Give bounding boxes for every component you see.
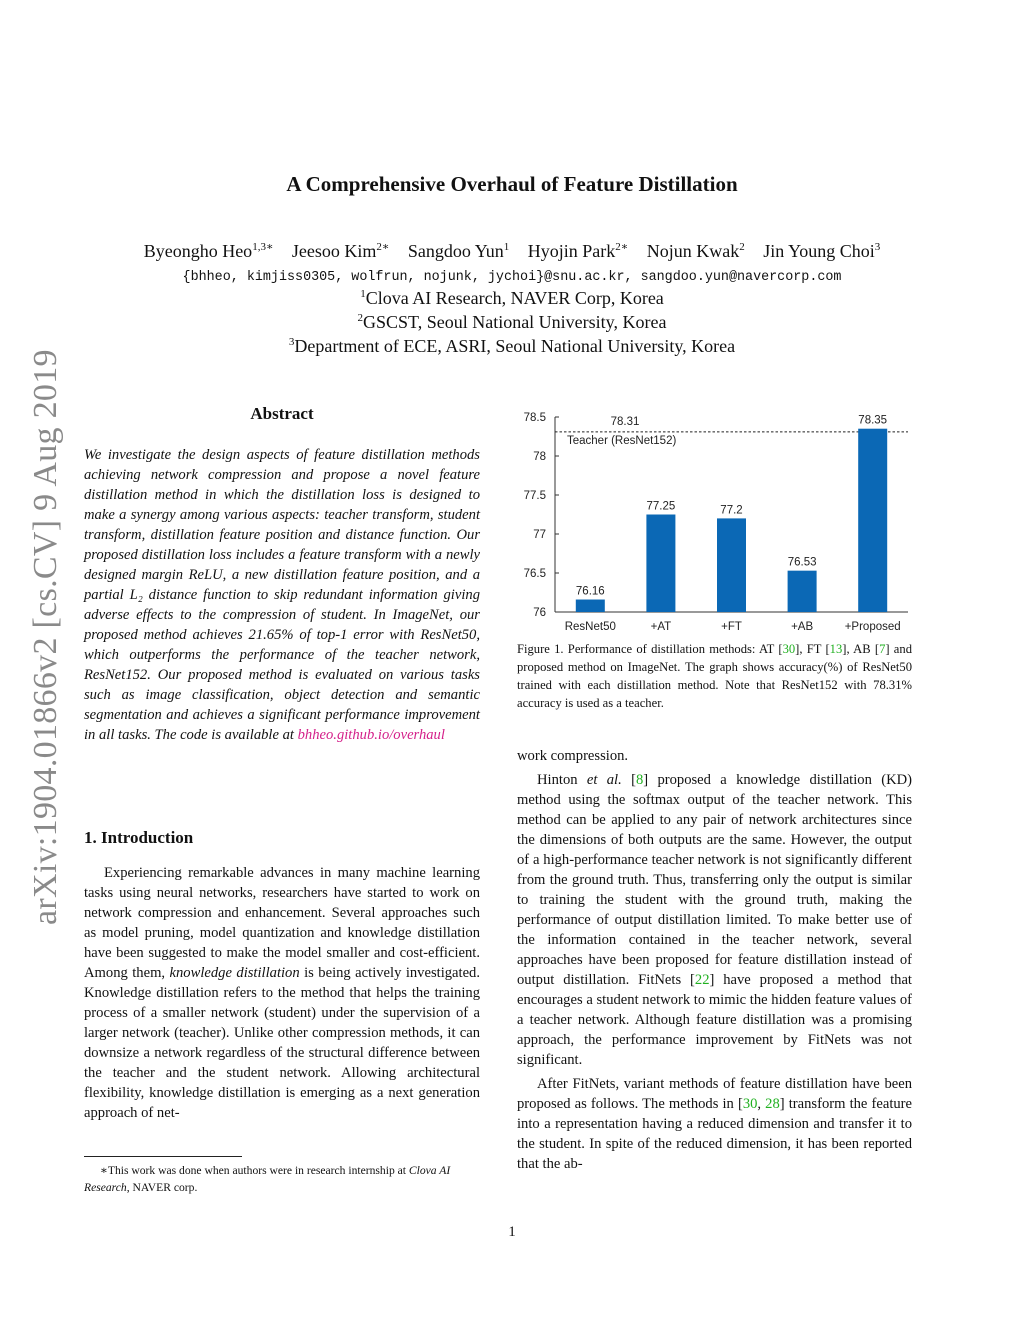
bar-value-label: 78.35 <box>858 414 888 427</box>
y-tick-label: 78 <box>533 451 546 463</box>
affiliation: $^3$Department of ECE, ASRI, Seoul National University, Korea <box>288 336 736 356</box>
x-tick-label: +AT <box>650 621 672 633</box>
paper-title: A Comprehensive Overhaul of Feature Distillation <box>286 172 738 196</box>
footnote-divider <box>84 1156 242 1157</box>
paragraph: Hinton et al. [8] proposed a knowledge distillation (KD) method using the softmax output of the teacher network. This method can be applied to any pair of network architectures since the dimensions of both outputs are the same. However, the output of a high-performance teacher network is not significantly different from the ground truth. Thus, transferring only the output is similar to training the student with the ground truth, making the performance of output distillation limited. To make better use of the information contained in the teacher network, several approaches have been proposed for feature distillation instead of output distillation. FitNets [22] have proposed a method that encourages a student network to mimic the hidden feature values of a teacher network. Although feature distillation was a promising approach, the performance improvement by FitNets was not significant. <box>517 772 913 1068</box>
chart-bars <box>576 429 887 612</box>
citation-link[interactable]: 30 <box>782 642 796 656</box>
author: Sangdoo Yun$^1$ <box>407 241 510 261</box>
bar <box>717 518 746 612</box>
affiliation: $^1$Clova AI Research, NAVER Corp, Korea <box>360 288 664 308</box>
author: Hyojin Park$^{2∗}$ <box>527 241 629 261</box>
code-link[interactable]: bhheo.github.io/overhaul <box>297 727 445 743</box>
reference-value-label: 78.31 <box>610 415 640 428</box>
y-tick-label: 78.5 <box>523 412 546 424</box>
citation-link[interactable]: 7 <box>879 642 886 656</box>
abstract-heading: Abstract <box>250 404 314 423</box>
y-tick-label: 77 <box>533 529 546 541</box>
section-heading-introduction: 1. Introduction <box>84 828 194 847</box>
x-tick-label: ResNet50 <box>564 621 616 633</box>
author: Nojun Kwak$^2$ <box>646 241 745 261</box>
paragraph: After FitNets, variant methods of feature distillation have been proposed as follows. The methods in [30, 28] transform the feature into a representation having a reduced dimension and transfer it to the student. In spite of the reduced dimension, it has been reported that the ab- <box>517 1076 913 1172</box>
x-tick-label: +Proposed <box>844 621 901 633</box>
y-tick-label: 76 <box>533 607 546 619</box>
author: Jeesoo Kim$^{2∗}$ <box>291 241 390 261</box>
citation-link[interactable]: 30 <box>742 1096 758 1112</box>
author: Byeongho Heo$^{1,3∗}$ <box>143 241 274 261</box>
bar-value-label: 76.16 <box>575 585 605 598</box>
figure-1-bar-chart <box>512 405 912 635</box>
affiliation: $^2$GSCST, Seoul National University, Korea <box>357 312 667 332</box>
page-number: 1 <box>508 1224 516 1240</box>
bar-value-label: 77.25 <box>646 500 676 513</box>
bar-value-label: 76.53 <box>787 556 817 569</box>
bar <box>646 515 675 613</box>
paragraph: work compression. <box>517 748 629 764</box>
bar <box>858 429 887 612</box>
reference-label: Teacher (ResNet152) <box>567 434 677 447</box>
figure-caption: Figure 1. Performance of distillation methods: AT [30], FT [13], AB [7] and proposed method on ImageNet. The graph shows accuracy(%) of ResNet50 trained with each distillation method. Note that ResNet152 with 78.31% accuracy is used as a teacher. <box>517 642 912 710</box>
y-tick-label: 76.5 <box>523 568 546 580</box>
intro-body <box>84 863 480 1123</box>
bar-value-label: 77.2 <box>720 504 743 517</box>
citation-link[interactable]: 13 <box>829 642 843 656</box>
abstract-body: We investigate the design aspects of feature distillation methods achieving network compression and propose a novel feature distillation method in which the distillation loss is designed to make a synergy among various aspects: teacher transform, student transform, distillation feature position and distance function. Our proposed distillation loss includes a feature transform with a newly designed margin ReLU, a new distillation feature position, and a partial L₂ distance function to skip redundant information giving adverse effects to the compression of student. In ImageNet, our proposed method achieves 21.65% of top-1 error with ResNet50, which outperforms the performance of the teacher network, ResNet152. Our proposed method is evaluated on various tasks such as image classification, object detection and semantic segmentation and achieves a significant performance improvement in all tasks. The code is available at bhheo.github.io/overhaul <box>84 447 480 743</box>
paragraph: Experiencing remarkable advances in many machine learning tasks using neural networks, researchers have started to work on network compression and enhancement. Several approaches such as model pruning, model quantization and knowledge distillation have been suggested to make the model smaller and cost-efficient. Among them, knowledge distillation is being actively investigated. Knowledge distillation refers to the method that helps the training process of a smaller network (student) under the supervision of a larger network (teacher). Unlike other compression methods, it can downsize a network regardless of the structural difference between the teacher and the student network. Allowing architectural flexibility, knowledge distillation is emerging as a next generation approach of net- <box>84 865 480 1121</box>
bar <box>576 600 605 612</box>
author-emails: {bhheo, kimjiss0305, wolfrun, nojunk, jychoi}@snu.ac.kr, sangdoo.yun@navercorp.com <box>182 270 842 285</box>
arxiv-stamp: arXiv:1904.01866v2 [cs.CV] 9 Aug 2019 <box>27 349 64 925</box>
footnote: ∗This work was done when authors were in research internship at Clova AI Research, NAVER corp. <box>84 1164 451 1194</box>
bar <box>788 571 817 612</box>
citation-link[interactable]: 28 <box>765 1096 780 1112</box>
x-tick-label: +AB <box>791 621 814 633</box>
author-list <box>0 240 1024 262</box>
citation-link[interactable]: 22 <box>694 972 710 988</box>
author: Jin Young Choi$^3$ <box>763 241 881 261</box>
right-column-body <box>517 746 912 1174</box>
citation-link[interactable]: 8 <box>635 772 644 788</box>
x-tick-label: +FT <box>721 621 742 633</box>
y-tick-label: 77.5 <box>523 490 546 502</box>
